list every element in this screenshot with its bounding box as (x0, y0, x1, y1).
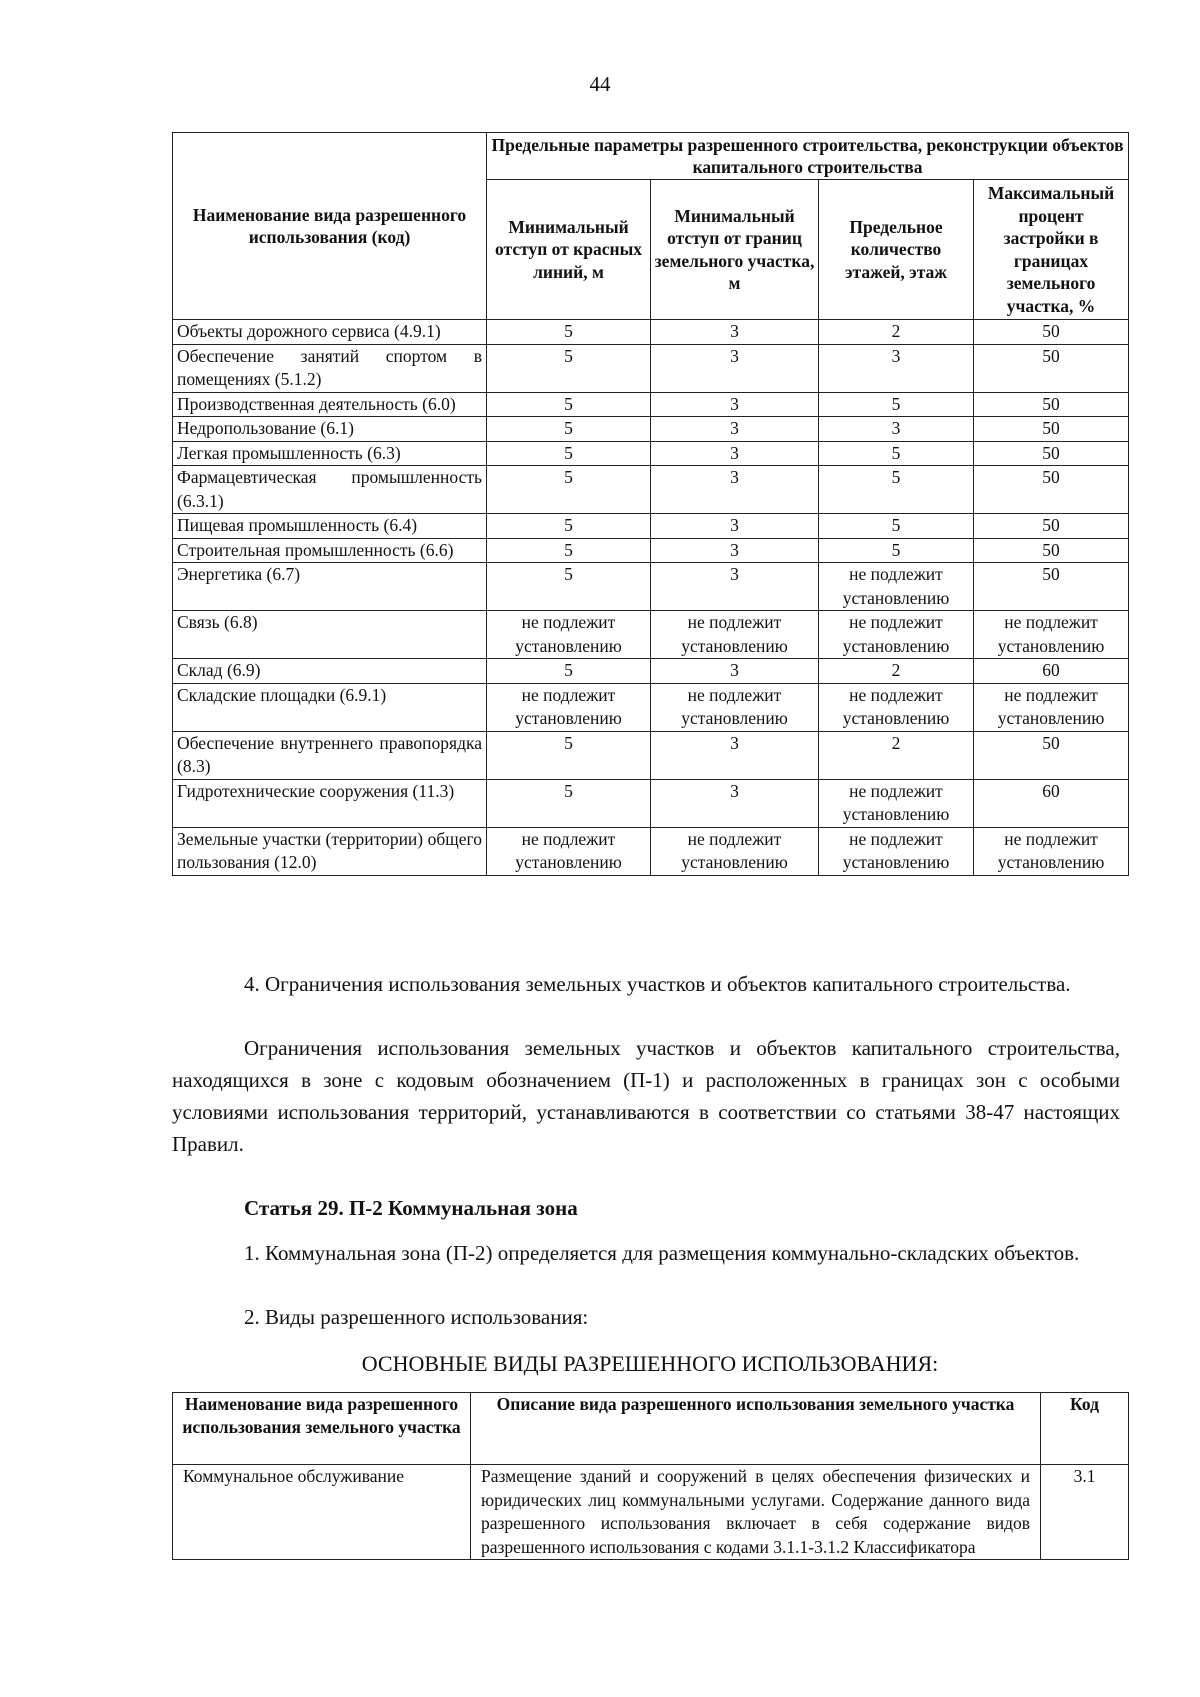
parameter-value-cell: 50 (974, 514, 1129, 539)
use-name-cell: Земельные участки (территории) общего пользования (12.0) (173, 827, 487, 875)
use-name-cell: Коммунальное обслуживание (173, 1465, 471, 1560)
main-uses-table (172, 1392, 1129, 1560)
parameter-value-cell: 2 (819, 731, 974, 779)
parameter-value-cell: 5 (487, 538, 651, 563)
parameters-table-row (173, 611, 1129, 659)
parameter-value-cell: 5 (819, 538, 974, 563)
parameter-value-cell: 50 (974, 731, 1129, 779)
parameter-value-cell: не подлежит установлению (651, 611, 819, 659)
parameter-value-cell: 60 (974, 659, 1129, 684)
parameter-value-cell: не подлежит установлению (651, 683, 819, 731)
main-uses-caption: ОСНОВНЫЕ ВИДЫ РАЗРЕШЕННОГО ИСПОЛЬЗОВАНИЯ: (361, 1351, 939, 1376)
parameter-value-cell: 3 (651, 563, 819, 611)
parameter-value-cell: не подлежит установлению (819, 563, 974, 611)
use-name-cell: Обеспечение внутреннего правопорядка (8.3) (173, 731, 487, 779)
parameters-table-row (173, 563, 1129, 611)
parameter-value-cell: 5 (487, 441, 651, 466)
parameter-value-cell: 3 (651, 514, 819, 539)
parameter-value-cell: 3 (651, 392, 819, 417)
parameter-value-cell: 3 (651, 441, 819, 466)
use-name-cell: Легкая промышленность (6.3) (173, 441, 487, 466)
parameter-value-cell: 5 (487, 320, 651, 345)
parameters-table-row (173, 514, 1129, 539)
parameter-value-cell: 3 (651, 779, 819, 827)
parameters-table-row (173, 320, 1129, 345)
article-title: Статья 29. П-2 Коммунальная зона (244, 1196, 578, 1220)
use-name-cell: Склад (6.9) (173, 659, 487, 684)
use-name-cell: Строительная промышленность (6.6) (173, 538, 487, 563)
use-description-cell: Размещение зданий и сооружений в целях обеспечения физических и юридических лиц коммунальными услугами. Содержание данного вида разрешенного использования включает в себя содержание видов разрешенного использования с кодами 3.1.1-3.1.2 Классификатора (471, 1465, 1041, 1560)
parameter-value-cell: 3 (651, 538, 819, 563)
parameter-value-cell: 3 (651, 659, 819, 684)
parameter-value-cell: не подлежит установлению (819, 827, 974, 875)
parameters-group-header: Предельные параметры разрешенного строительства, реконструкции объектов капитального строительства (487, 133, 1129, 180)
parameter-value-cell: не подлежит установлению (651, 827, 819, 875)
use-name-header: Наименование вида разрешенного использования (код) (173, 133, 487, 320)
parameter-value-cell: 5 (487, 563, 651, 611)
use-name-cell: Складские площадки (6.9.1) (173, 683, 487, 731)
parameter-value-cell: не подлежит установлению (487, 683, 651, 731)
page-number: 44 (589, 72, 611, 96)
parameters-table-row (173, 731, 1129, 779)
use-name-cell: Обеспечение занятий спортом в помещениях (5.1.2) (173, 344, 487, 392)
parameter-value-cell: 50 (974, 392, 1129, 417)
use-name-cell: Объекты дорожного сервиса (4.9.1) (173, 320, 487, 345)
parameter-value-cell: 5 (819, 466, 974, 514)
zone-definition-paragraph: 1. Коммунальная зона (П-2) определяется для размещения коммунально-складских объектов. (244, 1241, 1080, 1265)
permitted-uses-heading: 2. Виды разрешенного использования: (244, 1305, 589, 1329)
building-parameters-table (172, 132, 1129, 876)
parameter-value-cell: 50 (974, 538, 1129, 563)
parameter-value-cell: 3 (819, 344, 974, 392)
parameter-value-cell: 50 (974, 344, 1129, 392)
parameter-value-cell: 3 (651, 417, 819, 442)
parameter-value-cell: 5 (487, 659, 651, 684)
parameters-table-row (173, 344, 1129, 392)
parameter-value-cell: не подлежит установлению (819, 779, 974, 827)
col-header-max-floors: Предельное количество этажей, этаж (819, 180, 974, 320)
col-header-boundary-setback: Минимальный отступ от границ земельного участка, м (651, 180, 819, 320)
parameter-value-cell: не подлежит установлению (487, 827, 651, 875)
parameter-value-cell: 5 (487, 344, 651, 392)
use-name-cell: Связь (6.8) (173, 611, 487, 659)
parameter-value-cell: 3 (651, 320, 819, 345)
parameters-table-body (173, 320, 1129, 876)
parameter-value-cell: 5 (487, 417, 651, 442)
parameter-value-cell: 3 (651, 731, 819, 779)
parameter-value-cell: 3 (819, 417, 974, 442)
uses-header-name: Наименование вида разрешенного использования земельного участка (173, 1393, 471, 1465)
parameters-table-row (173, 441, 1129, 466)
uses-table-body (173, 1465, 1129, 1560)
restrictions-heading: 4. Ограничения использования земельных участков и объектов капитального строительства. (244, 972, 1071, 996)
parameters-table-row (173, 683, 1129, 731)
parameter-value-cell: 5 (819, 514, 974, 539)
parameters-table-row (173, 417, 1129, 442)
uses-header-code: Код (1041, 1393, 1129, 1465)
restrictions-paragraph: Ограничения использования земельных участков и объектов капитального строительства, находящихся в зоне с кодовым обозначением (П-1) и расположенных в границах зон с особыми условиями использования территорий, устанавливаются в соответствии со статьями 38-47 настоящих Правил. (172, 1036, 1120, 1156)
parameter-value-cell: 5 (487, 731, 651, 779)
parameter-value-cell: 2 (819, 659, 974, 684)
parameters-table-row (173, 779, 1129, 827)
parameters-table-row (173, 659, 1129, 684)
parameter-value-cell: 50 (974, 466, 1129, 514)
use-name-cell: Недропользование (6.1) (173, 417, 487, 442)
use-code-cell: 3.1 (1041, 1465, 1129, 1560)
parameters-table-row (173, 538, 1129, 563)
parameter-value-cell: 2 (819, 320, 974, 345)
parameters-table-row (173, 827, 1129, 875)
uses-table-row (173, 1465, 1129, 1560)
parameter-value-cell: 3 (651, 344, 819, 392)
parameter-value-cell: 5 (487, 514, 651, 539)
parameter-value-cell: 5 (487, 779, 651, 827)
parameter-value-cell: не подлежит установлению (974, 827, 1129, 875)
col-header-max-coverage: Максимальный процент застройки в границах земельного участка, % (974, 180, 1129, 320)
parameter-value-cell: 50 (974, 320, 1129, 345)
parameter-value-cell: не подлежит установлению (487, 611, 651, 659)
parameter-value-cell: не подлежит установлению (819, 611, 974, 659)
parameter-value-cell: 5 (819, 392, 974, 417)
parameter-value-cell: не подлежит установлению (819, 683, 974, 731)
col-header-red-line-setback: Минимальный отступ от красных линий, м (487, 180, 651, 320)
use-name-cell: Пищевая промышленность (6.4) (173, 514, 487, 539)
parameter-value-cell: 5 (487, 392, 651, 417)
use-name-cell: Фармацевтическая промышленность (6.3.1) (173, 466, 487, 514)
parameter-value-cell: 3 (651, 466, 819, 514)
use-name-cell: Производственная деятельность (6.0) (173, 392, 487, 417)
parameter-value-cell: 5 (487, 466, 651, 514)
parameter-value-cell: 50 (974, 417, 1129, 442)
parameters-table-row (173, 392, 1129, 417)
parameter-value-cell: 60 (974, 779, 1129, 827)
parameter-value-cell: 5 (819, 441, 974, 466)
parameter-value-cell: не подлежит установлению (974, 611, 1129, 659)
parameter-value-cell: 50 (974, 563, 1129, 611)
parameters-table-row (173, 466, 1129, 514)
use-name-cell: Гидротехнические сооружения (11.3) (173, 779, 487, 827)
uses-header-description: Описание вида разрешенного использования земельного участка (471, 1393, 1041, 1465)
parameter-value-cell: 50 (974, 441, 1129, 466)
parameter-value-cell: не подлежит установлению (974, 683, 1129, 731)
use-name-cell: Энергетика (6.7) (173, 563, 487, 611)
